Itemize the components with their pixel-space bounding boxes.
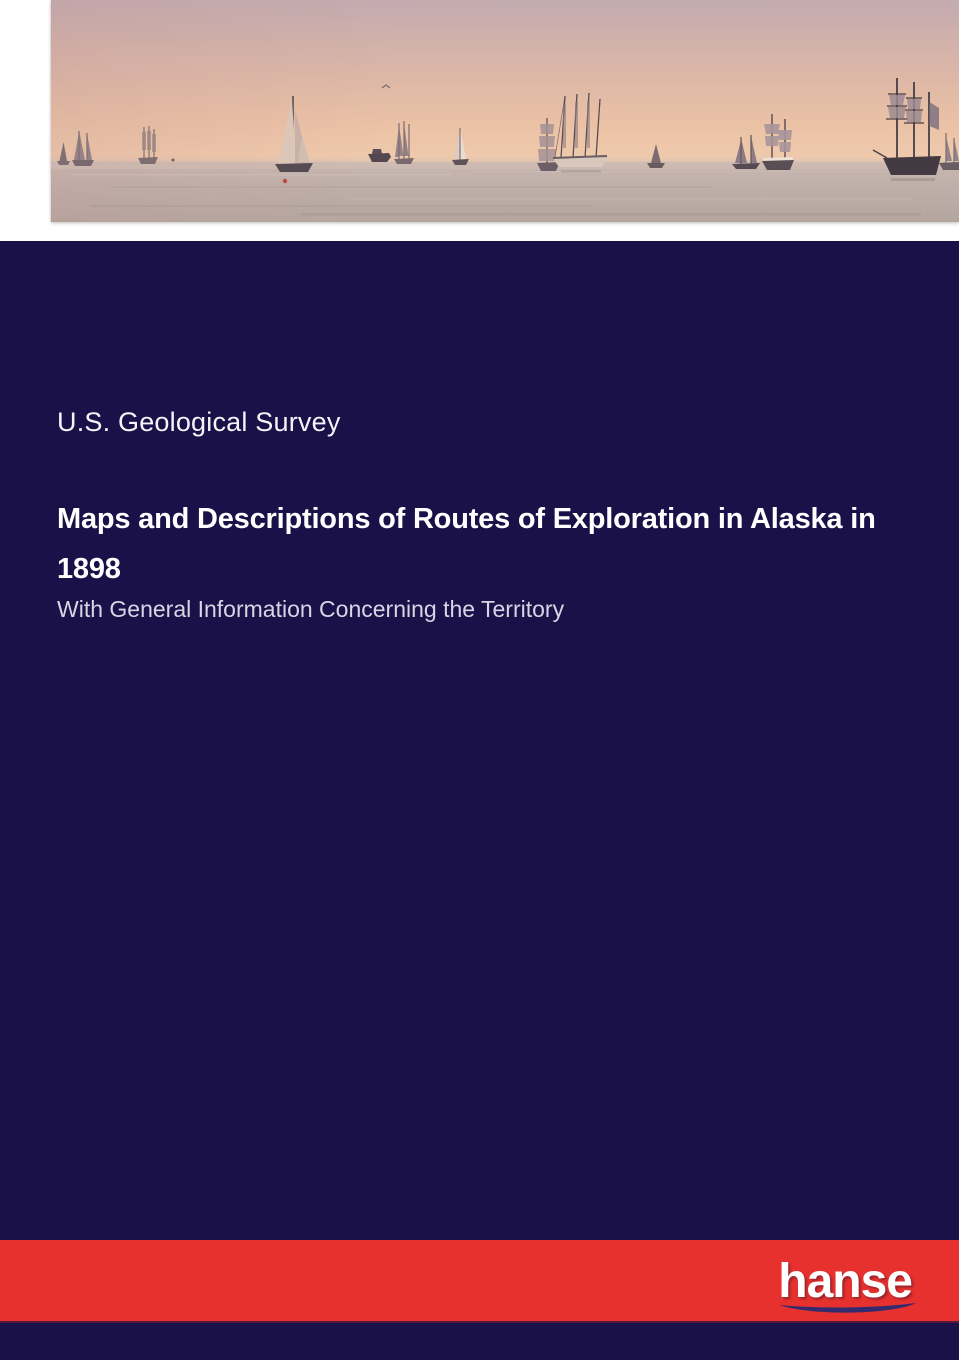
logo-swoosh-icon bbox=[777, 1301, 918, 1316]
buoy bbox=[283, 179, 287, 183]
publisher-logo-text: hanse bbox=[778, 1255, 912, 1308]
book-title bbox=[57, 494, 927, 594]
title-line-2: 1898 bbox=[57, 553, 121, 585]
cover-photo bbox=[51, 0, 959, 222]
ship-silhouette bbox=[762, 114, 794, 170]
author-name: U.S. Geological Survey bbox=[57, 407, 341, 437]
boat-silhouette bbox=[368, 149, 391, 162]
ship-silhouette bbox=[452, 128, 469, 165]
tall-ships-illustration bbox=[51, 0, 959, 222]
bird-silhouette bbox=[382, 85, 390, 88]
ship-silhouette bbox=[732, 135, 760, 169]
ship-silhouette bbox=[275, 96, 313, 172]
ship-silhouette bbox=[394, 121, 414, 164]
cover-main-panel bbox=[0, 241, 959, 1240]
ship-silhouette bbox=[647, 144, 665, 168]
bottom-strip bbox=[0, 1323, 959, 1360]
ship-silhouette bbox=[72, 131, 94, 166]
ship-silhouette bbox=[57, 142, 70, 165]
ship-silhouette bbox=[553, 93, 607, 173]
title-line-1: Maps and Descriptions of Routes of Exploration in Alaska in bbox=[57, 503, 876, 535]
book-subtitle: With General Information Concerning the Territory bbox=[57, 596, 565, 622]
ship-silhouette bbox=[939, 133, 959, 170]
ship-silhouette bbox=[138, 126, 158, 164]
